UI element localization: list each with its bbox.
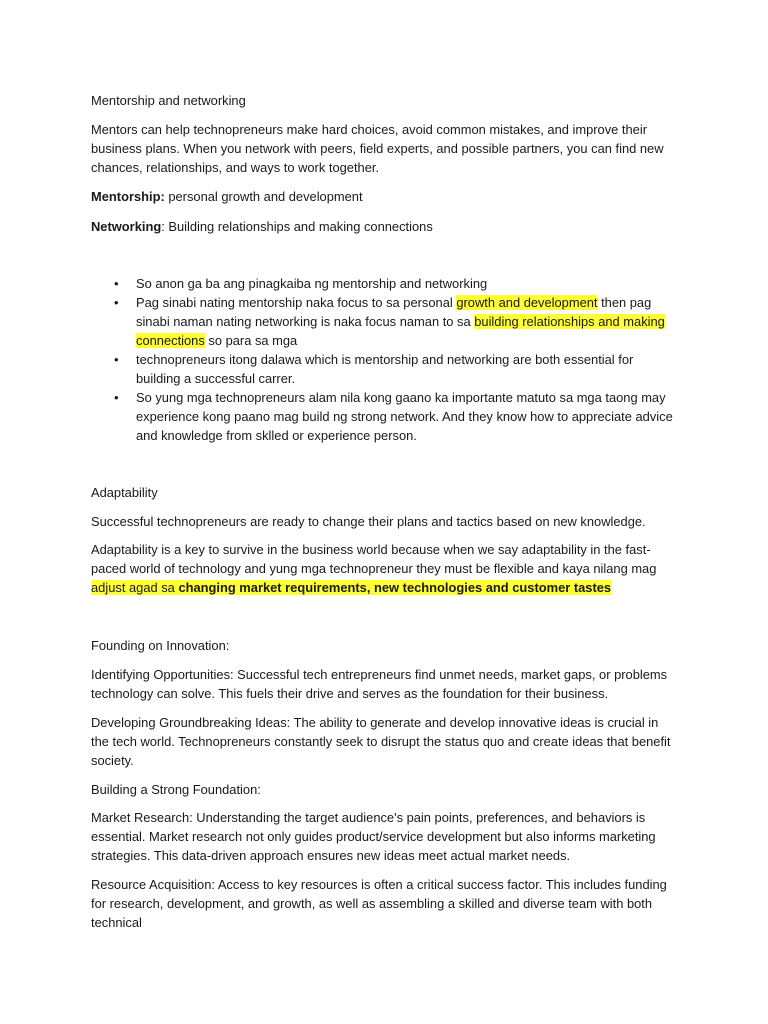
strong-foundation-subheading: Building a Strong Foundation: (91, 781, 261, 797)
mentorship-intro-paragraph: Mentors can help technopreneurs make hard choices, avoid common mistakes, and improve their business plans. When you network with peers, field experts, and possible partners, you can find new chances, relationships, and ways to work together. (91, 121, 664, 175)
mentorship-term: Mentorship: (91, 188, 165, 204)
adaptability-heading: Adaptability (91, 484, 158, 500)
market-research-paragraph: Market Research: Understanding the target audience's pain points, preferences, and behaviors is essential. Market research not only guides product/service development but also informs marketing strategies. This data-driven approach ensures new ideas meet actual market needs. (91, 810, 656, 864)
networking-definition (91, 218, 678, 237)
list-item (91, 294, 678, 351)
bullet-text: So yung mga technopreneurs alam nila kong gaano ka importante matuto sa mga taong may experience kong paano mag build ng strong network. And they know how to appreciate advice and knowledge from sklled or experience person. (136, 389, 673, 443)
highlighted-text: growth and development (456, 295, 598, 311)
list-item (91, 351, 678, 389)
innovation-heading: Founding on Innovation: (91, 638, 230, 654)
bullet-text: Pag sinabi nating mentorship naka focus to sa personal (136, 295, 457, 311)
highlighted-text: adjust agad sa (91, 580, 179, 596)
mentorship-definition-text: personal growth and development (164, 188, 363, 204)
bullet-text: so para sa mga (204, 333, 298, 349)
mentorship-definition (91, 188, 678, 207)
mentorship-heading: Mentorship and networking (91, 93, 246, 108)
list-item (91, 389, 678, 446)
highlighted-bold-text: changing market requirements, new technologies and customer tastes (178, 580, 612, 596)
networking-term: Networking (91, 218, 162, 234)
highlighted-text: building relationships and making connections (136, 314, 665, 349)
networking-definition-text: : Building relationships and making connections (161, 218, 433, 234)
identifying-opportunities-paragraph: Identifying Opportunities: Successful tech entrepreneurs find unmet needs, market gaps, or problems technology can solve. This fuels their drive and serves as the foundation for their business. (91, 667, 668, 701)
bullet-text: So anon ga ba ang pinagkaiba ng mentorship and networking (136, 276, 488, 292)
paragraph-text: Adaptability is a key to survive in the business world because when we say adaptability in the fast-paced world of technology and yung mga technopreneur they must be flexible and kaya nilang mag (91, 542, 657, 577)
adaptability-paragraph-1: Successful technopreneurs are ready to change their plans and tactics based on new knowledge. (91, 513, 646, 529)
adaptability-paragraph-2 (91, 541, 678, 598)
bullet-text: technopreneurs itong dalawa which is mentorship and networking are both essential for building a successful carrer. (136, 352, 634, 386)
groundbreaking-ideas-paragraph: Developing Groundbreaking Ideas: The ability to generate and develop innovative ideas is crucial in the tech world. Technopreneurs constantly seek to disrupt the status quo and create ideas that benefit society. (91, 714, 671, 768)
mentorship-bullet-list (91, 275, 678, 445)
list-item (91, 275, 678, 294)
resource-acquisition-paragraph: Resource Acquisition: Access to key resources is often a critical success factor. This includes funding for research, development, and growth, as well as assembling a skilled and diverse team with both technical (91, 877, 667, 930)
bullet-text: then pag sinabi naman nating networking is naka focus naman to sa (136, 295, 652, 330)
